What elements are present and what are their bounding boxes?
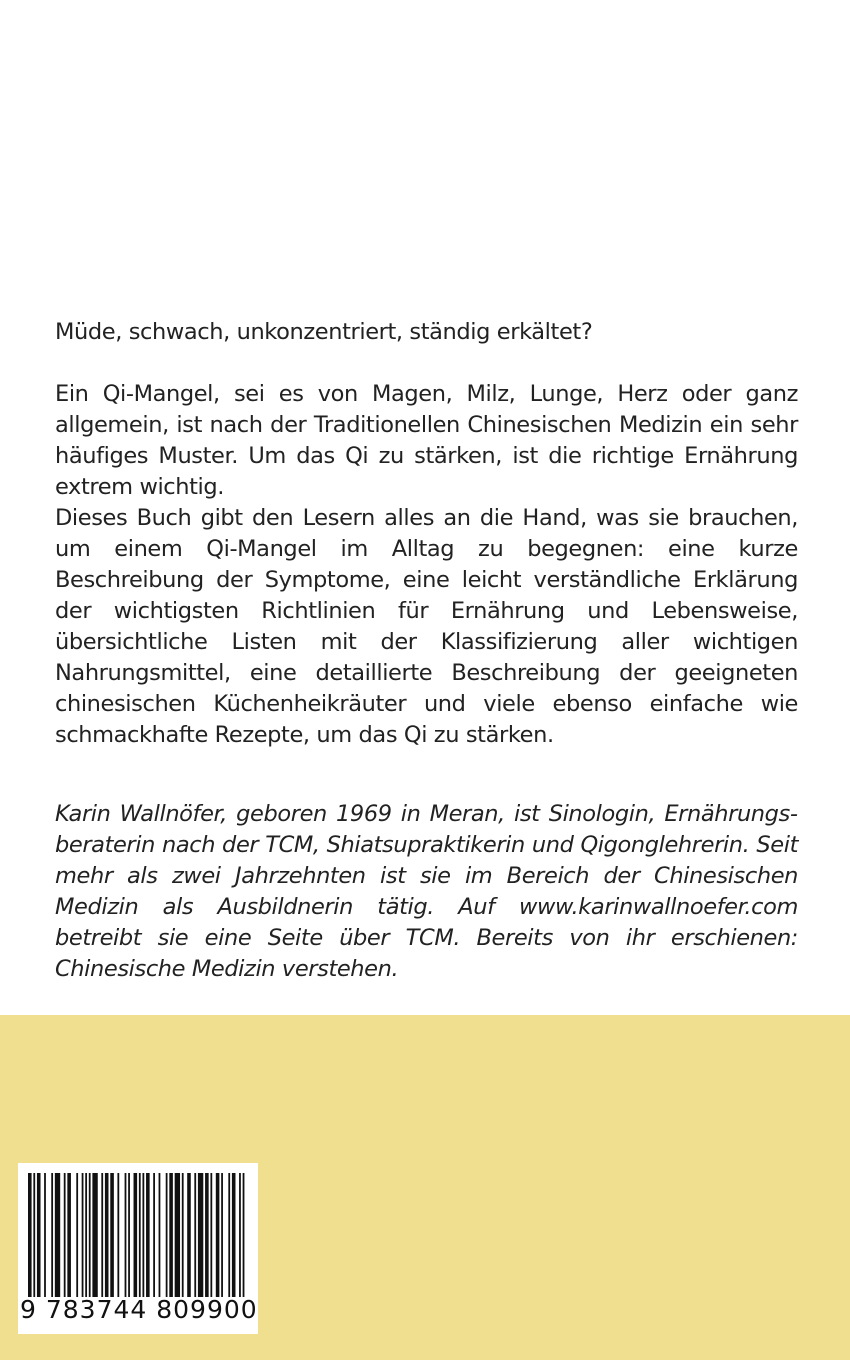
barcode-bar — [128, 1173, 130, 1297]
barcode-bar — [110, 1173, 114, 1297]
barcode-bar — [243, 1173, 245, 1297]
barcode-bar — [182, 1173, 184, 1297]
description-paragraph-2: Dieses Buch gibt den Lesern alles an die Hand, was sie brauchen, um einem Qi-Mangel im Alltag zu begegnen: eine kurze Beschreibung der Symptome, eine leicht verständliche Erklärung der wichtigsten Richtlinien für Ernährung und Lebensweise, übersichtliche Listen mit der Klassifizierung aller wichtigen Nahrungsmittel, eine detaillierte Beschreibung der geeigneten chinesischen Küchenheikräuter und viele ebenso einfache wie schmackhafte Rezepte, um das Qi zu stärken. — [55, 505, 798, 748]
barcode-bar — [153, 1173, 155, 1297]
barcode-bar — [166, 1173, 168, 1297]
barcode-bar — [210, 1173, 212, 1297]
barcode-bar — [89, 1173, 91, 1297]
barcode-bar — [33, 1173, 35, 1297]
barcode-bar — [205, 1173, 209, 1297]
barcode-bar — [67, 1173, 71, 1297]
barcode-bar — [134, 1173, 138, 1297]
barcode-bar — [44, 1173, 46, 1297]
barcode-bar — [101, 1173, 103, 1297]
barcode-bar — [125, 1173, 127, 1297]
isbn-number: 9 783744 809900 — [20, 1295, 258, 1324]
barcode-bar — [175, 1173, 180, 1297]
barcode-bar — [198, 1173, 203, 1297]
barcode-bar — [146, 1173, 150, 1297]
barcode-bar — [194, 1173, 196, 1297]
barcode-icon — [28, 1173, 248, 1297]
barcode-bar — [85, 1173, 87, 1297]
barcode-bar — [239, 1173, 241, 1297]
barcode-bar — [64, 1173, 66, 1297]
barcode-bar — [216, 1173, 220, 1297]
author-bio: Karin Wallnöfer, geboren 1969 in Meran, ist Sinologin, Ernährungsberaterin nach der TCM, Shiatsupraktikerin und Qigonglehrerin. Seit mehr als zwei Jahrzehnten ist sie im Bereich der Chinesischen Medizin als Ausbildnerin tätig. Auf www.karinwallnoefer.com betreibt sie eine Seite über TCM. Bereits von ihr erschienen: Chinesische Medizin verstehen. — [55, 801, 798, 982]
barcode-bar — [228, 1173, 230, 1297]
barcode-bar — [221, 1173, 223, 1297]
barcode-bar — [37, 1173, 41, 1297]
isbn-barcode — [18, 1163, 258, 1334]
barcode-bar — [169, 1173, 173, 1297]
barcode-bar — [82, 1173, 84, 1297]
barcode-bar — [51, 1173, 53, 1297]
barcode-bar — [142, 1173, 144, 1297]
barcode-bar — [105, 1173, 109, 1297]
barcode-bar — [28, 1173, 32, 1297]
barcode-bar — [139, 1173, 141, 1297]
blurb-text-area — [55, 317, 798, 985]
barcode-bar — [55, 1173, 60, 1297]
barcode-bar — [117, 1173, 119, 1297]
description-paragraph-1: Ein Qi-Mangel, sei es von Magen, Milz, Lunge, Herz oder ganz allgemein, ist nach der Traditionellen Chinesischen Medizin ein sehr häufiges Muster. Um das Qi zu stärken, ist die richtige Ernährung extrem wichtig. — [55, 381, 798, 500]
barcode-bar — [159, 1173, 161, 1297]
barcode-bar — [76, 1173, 78, 1297]
intro-question: Müde, schwach, unkonzentriert, ständig erkältet? — [55, 319, 593, 345]
barcode-bar — [187, 1173, 191, 1297]
barcode-bar — [232, 1173, 236, 1297]
barcode-bar — [92, 1173, 97, 1297]
